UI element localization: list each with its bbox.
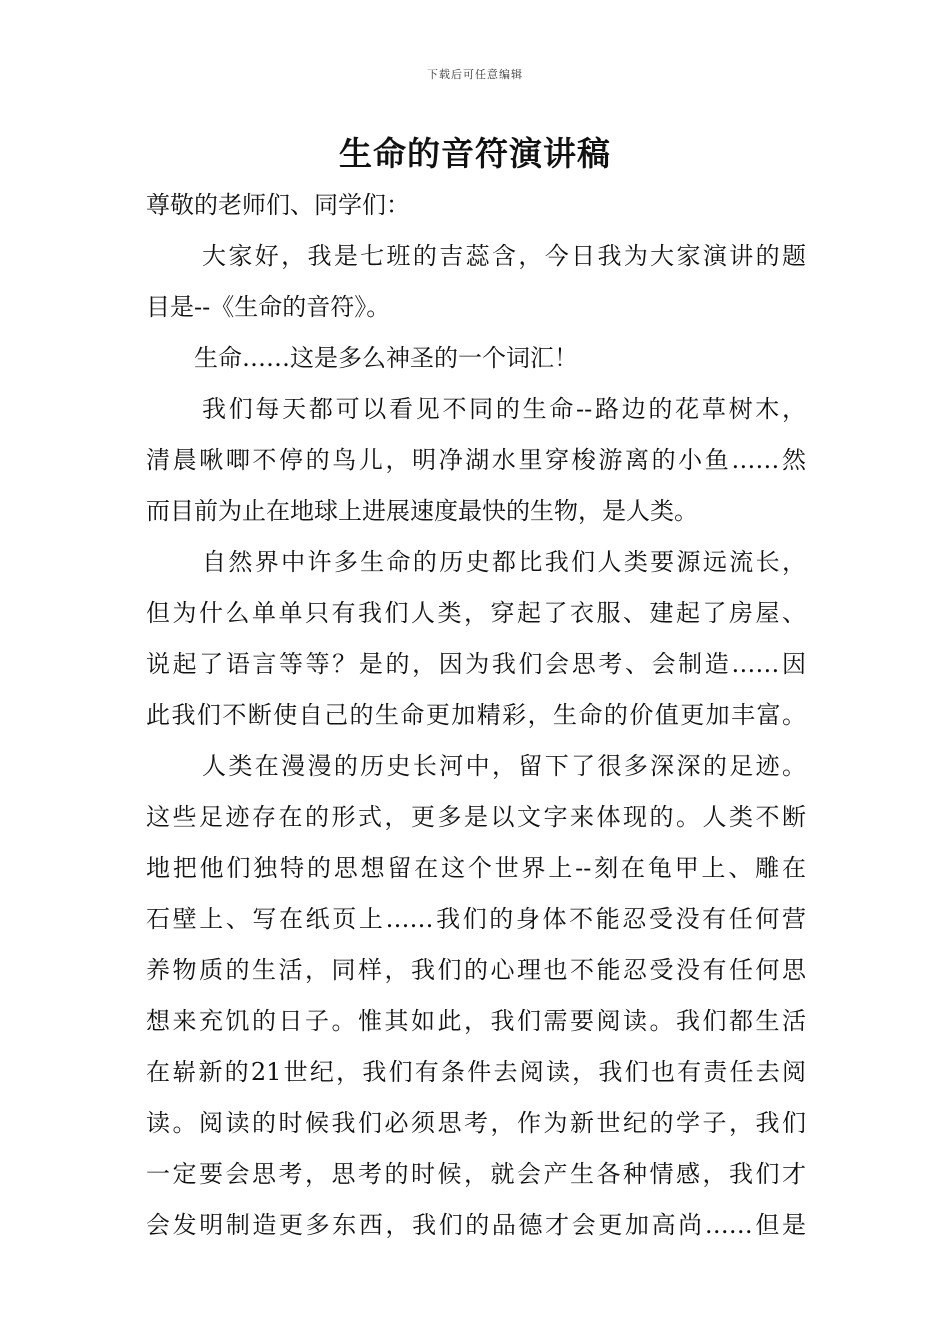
paragraph-line: 但为什么单单只有我们人类，穿起了衣服、建起了房屋、: [146, 599, 806, 627]
paragraph-line: 目是--《生命的音符》。: [146, 293, 391, 321]
paragraph-line: 在崭新的21世纪，我们有条件去阅读，我们也有责任去阅: [146, 1058, 806, 1086]
header-note: 下载后可任意编辑: [427, 68, 523, 81]
paragraph-line: 说起了语言等等？是的，因为我们会思考、会制造……因: [146, 650, 806, 678]
paragraph-line: 自然界中许多生命的历史都比我们人类要源远流长，: [202, 548, 806, 576]
paragraph-line: 一定要会思考，思考的时候，就会产生各种情感，我们才: [146, 1160, 806, 1188]
paragraph-line: 想来充饥的日子。惟其如此，我们需要阅读。我们都生活: [146, 1007, 806, 1035]
paragraph-line: 地把他们独特的思想留在这个世界上--刻在龟甲上、雕在: [146, 854, 806, 882]
paragraph-line: 养物质的生活，同样，我们的心理也不能忍受没有任何思: [146, 956, 806, 984]
paragraph-line: 清晨啾唧不停的鸟儿，明净湖水里穿梭游离的小鱼……然: [146, 446, 806, 474]
salutation-line: 尊敬的老师们、同学们：: [146, 191, 410, 219]
paragraph-line: 生命……这是多么神圣的一个词汇！: [194, 344, 578, 372]
paragraph-line: 大家好，我是七班的吉蕊含，今日我为大家演讲的题: [202, 242, 806, 270]
paragraph-line: 此我们不断使自己的生命更加精彩，生命的价值更加丰富。: [146, 701, 806, 729]
paragraph-line: 而目前为止在地球上进展速度最快的生物，是人类。: [146, 497, 698, 525]
document-title: 生命的音符演讲稿: [339, 134, 611, 173]
paragraph-line: 这些足迹存在的形式，更多是以文字来体现的。人类不断: [146, 803, 806, 831]
paragraph-line: 读。阅读的时候我们必须思考，作为新世纪的学子，我们: [146, 1109, 806, 1137]
paragraph-line: 石壁上、写在纸页上……我们的身体不能忍受没有任何营: [146, 905, 806, 933]
paragraph-line: 人类在漫漫的历史长河中，留下了很多深深的足迹。: [202, 752, 806, 780]
paragraph-line: 我们每天都可以看见不同的生命--路边的花草树木，: [202, 395, 806, 423]
paragraph-line: 会发明制造更多东西，我们的品德才会更加高尚……但是: [146, 1211, 806, 1239]
document-body: [146, 180, 806, 1251]
